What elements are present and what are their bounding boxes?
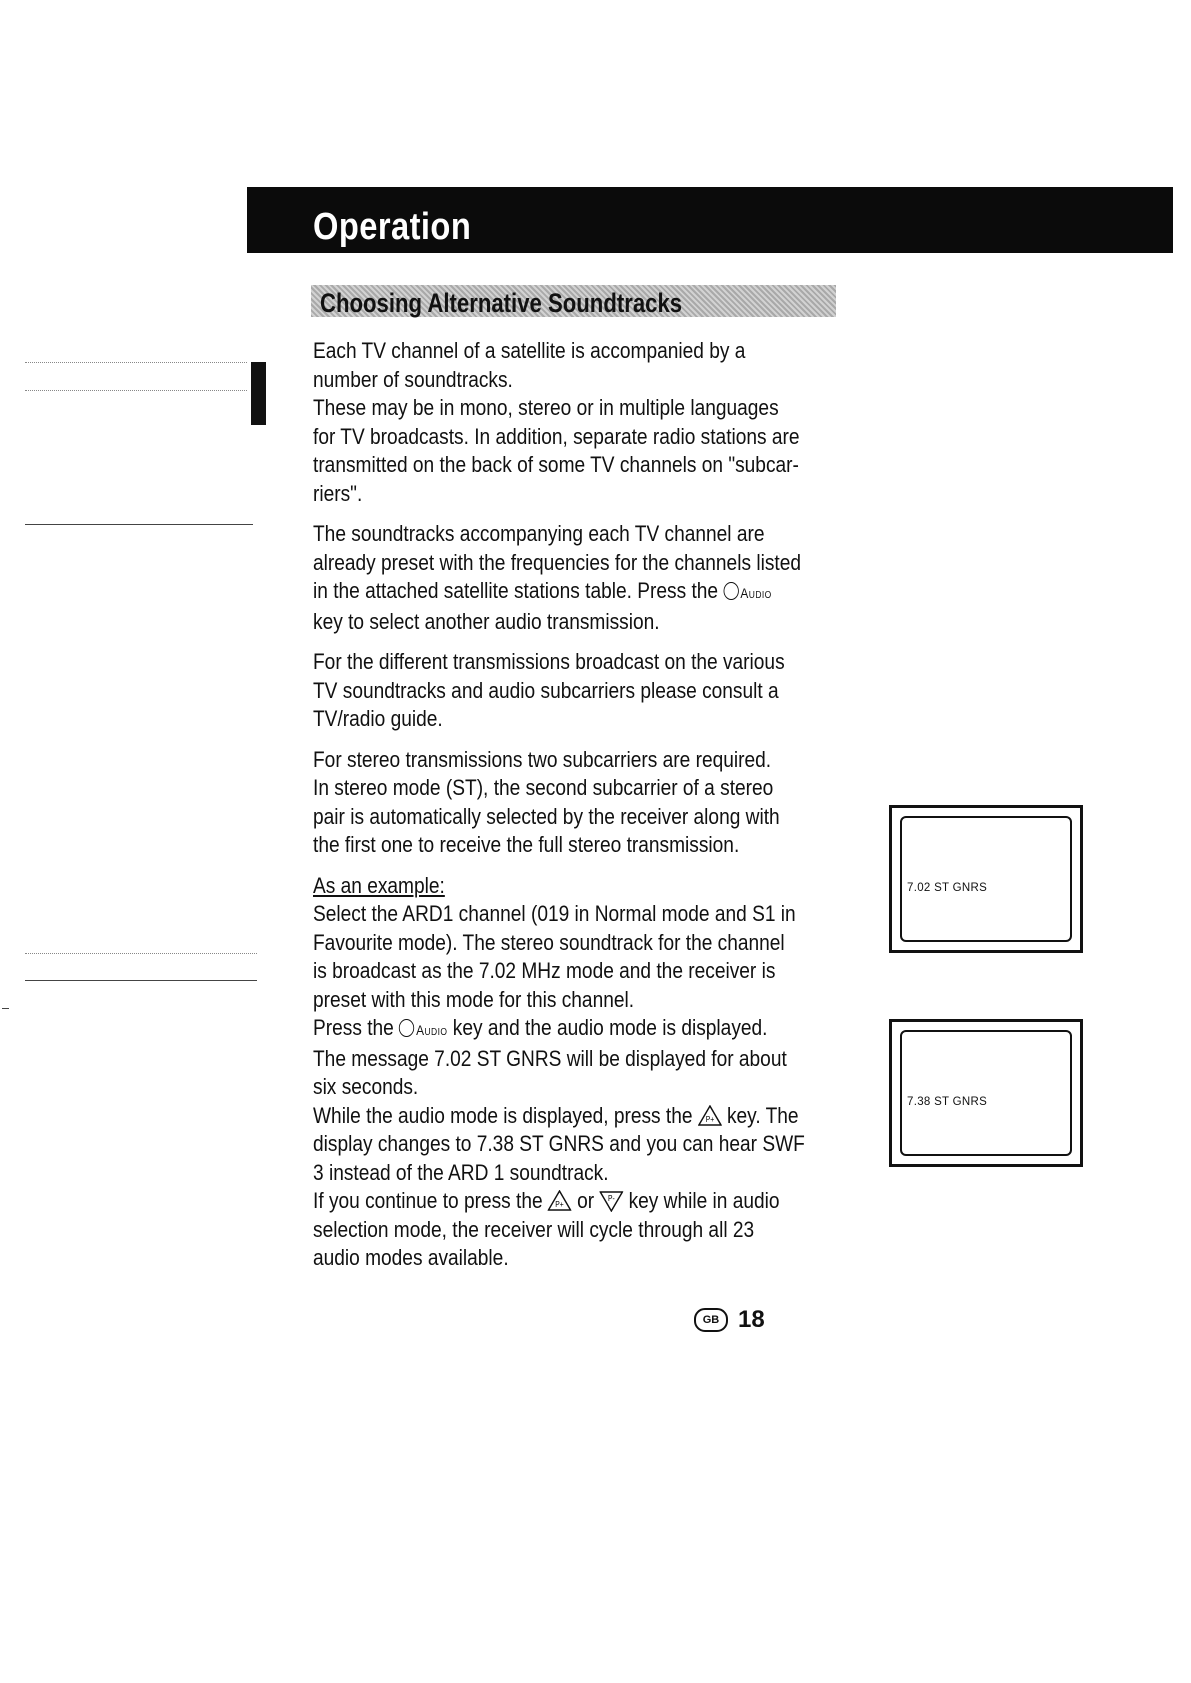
text-line: Each TV channel of a satellite is accompanied by a (313, 338, 746, 363)
p-up-key-label: P+ (555, 1199, 565, 1210)
text-fragment: If you continue to press the (313, 1188, 543, 1213)
text-line: audio modes available. (313, 1245, 509, 1270)
page-number (694, 1306, 765, 1334)
text-line (313, 577, 789, 608)
margin-rule (25, 524, 253, 525)
text-fragment: key and the audio mode is displayed. (452, 1015, 768, 1040)
audio-key-icon (399, 1014, 447, 1045)
text-fragment: or (577, 1188, 595, 1213)
audio-key-label: Audio (416, 1022, 448, 1038)
text-line: The soundtracks accompanying each TV channel are (313, 521, 765, 546)
text-line: selection mode, the receiver will cycle through all 23 (313, 1216, 755, 1242)
p-up-key-icon (548, 1190, 572, 1212)
text-fragment: in the attached satellite stations table. Press the (313, 578, 719, 603)
paragraph-radio-guide (313, 648, 789, 734)
tv-screen-illustration (889, 1019, 1083, 1167)
tv-screen-message: 7.38 ST GNRS (907, 1096, 988, 1108)
tv-screen-frame (900, 816, 1072, 942)
margin-rule (25, 980, 257, 981)
tv-screen-frame (900, 1030, 1072, 1156)
text-line: transmitted on the back of some TV channels on "subcar- (313, 452, 799, 477)
text-line: already preset with the frequencies for the channels listed (313, 549, 801, 575)
text-line: The message 7.02 ST GNRS will be displayed for about (313, 1045, 787, 1071)
text-line: six seconds. (313, 1074, 419, 1099)
text-line: In stereo mode (ST), the second subcarrier of a stereo (313, 775, 774, 800)
text-line (313, 1187, 789, 1216)
margin-rule (25, 362, 247, 363)
text-line: pair is automatically selected by the receiver along with (313, 803, 780, 829)
p-down-key-label: P- (607, 1193, 615, 1204)
text-line (313, 1014, 789, 1045)
text-fragment: key. The (726, 1102, 799, 1128)
text-line: number of soundtracks. (313, 366, 513, 392)
p-up-key-label: P+ (705, 1113, 714, 1124)
margin-marker (251, 362, 266, 425)
country-badge: GB (694, 1308, 728, 1332)
text-line: For the different transmissions broadcast on the various (313, 649, 785, 674)
text-line: riers". (313, 480, 363, 506)
text-line: preset with this mode for this channel. (313, 986, 635, 1012)
text-line: Favourite mode). The stereo soundtrack for the channel (313, 929, 785, 955)
section-title: Choosing Alternative Soundtracks (320, 288, 683, 318)
text-fragment: Press the (313, 1015, 394, 1040)
margin-tick (2, 1008, 9, 1009)
paragraph-preset-soundtracks (313, 520, 801, 636)
tv-screen-illustration (889, 805, 1083, 953)
text-line: For stereo transmissions two subcarriers are required. (313, 746, 772, 772)
text-fragment: key while in audio (628, 1188, 780, 1213)
page-title: Operation (313, 206, 472, 248)
text-line: TV/radio guide. (313, 706, 443, 731)
margin-rule (25, 390, 247, 391)
text-line: These may be in mono, stereo or in multiple languages (313, 395, 779, 420)
audio-key-label: Audio (740, 585, 772, 601)
paragraph-example (313, 872, 805, 1273)
text-line: 3 instead of the ARD 1 soundtrack. (313, 1159, 609, 1185)
text-line: Select the ARD1 channel (019 in Normal mode and S1 in (313, 901, 796, 926)
text-line: display changes to 7.38 ST GNRS and you can hear SWF (313, 1131, 805, 1156)
text-line (313, 1102, 799, 1131)
page-number-value: 18 (738, 1306, 765, 1333)
text-line: TV soundtracks and audio subcarriers please consult a (313, 677, 779, 703)
example-heading: As an example: (313, 872, 445, 898)
text-line: is broadcast as the 7.02 MHz mode and the receiver is (313, 958, 776, 983)
audio-key-icon (723, 577, 771, 608)
text-line: key to select another audio transmission. (313, 608, 660, 634)
p-up-key-icon (698, 1105, 722, 1127)
p-down-key-icon (599, 1190, 623, 1212)
paragraph-soundtracks-intro (313, 337, 800, 508)
text-fragment: While the audio mode is displayed, press the (313, 1102, 693, 1128)
margin-rule (25, 953, 257, 954)
paragraph-stereo (313, 746, 789, 860)
text-line: the first one to receive the full stereo transmission. (313, 832, 740, 857)
body-text (313, 337, 805, 1285)
tv-screen-message: 7.02 ST GNRS (907, 882, 988, 894)
text-line: for TV broadcasts. In addition, separate radio stations are (313, 423, 800, 449)
